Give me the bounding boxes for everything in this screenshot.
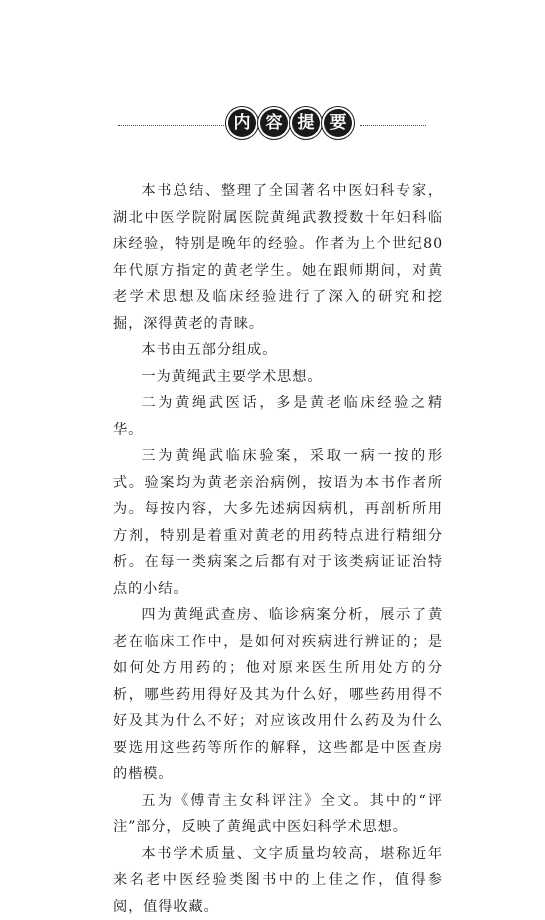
- title-char: 要: [324, 109, 352, 137]
- paragraph: 本书由五部分组成。: [113, 337, 443, 364]
- paragraph: 一为黄绳武主要学术思想。: [113, 364, 443, 391]
- paragraph: 五为《傅青主女科评注》全文。其中的“评注”部分，反映了黄绳武中医妇科学术思想。: [113, 788, 443, 841]
- section-header: [118, 103, 426, 147]
- title-char: 提: [292, 109, 320, 137]
- paragraph: 四为黄绳武查房、临诊病案分析，展示了黄老在临床工作中，是如何对疾病进行辨证的；是如何处方用药的；他对原来医生所用处方的分析，哪些药用得好及其为什么好，哪些药用得不好及其为什么不好；对应该改用什么药及为什么要选用这些药等所作的解释，这些都是中医查房的楷模。: [113, 602, 443, 788]
- paragraph: 三为黄绳武临床验案，采取一病一按的形式。验案均为黄老亲治病例，按语为本书作者所为。每按内容，大多先述病因病机，再剖析所用方剂，特别是着重对黄老的用药特点进行精细分析。在每一类病案之后都有对于该类病证证治特点的小结。: [113, 443, 443, 602]
- dotted-rule-left: [118, 125, 226, 126]
- summary-body: [113, 178, 443, 920]
- dotted-rule-right: [360, 125, 426, 126]
- paragraph: 本书总结、整理了全国著名中医妇科专家，湖北中医学院附属医院黄绳武教授数十年妇科临床经验，特别是晚年的经验。作者为上个世纪80年代原方指定的黄老学生。她在跟师期间，对黄老学术思想及临床经验进行了深入的研究和挖掘，深得黄老的青睐。: [113, 178, 443, 337]
- paragraph: 二为黄绳武医话，多是黄老临床经验之精华。: [113, 390, 443, 443]
- page-title: [228, 103, 352, 137]
- title-char: 内: [228, 109, 256, 137]
- title-char: 容: [260, 109, 288, 137]
- paragraph: 本书学术质量、文字质量均较高，堪称近年来名老中医经验类图书中的上佳之作，值得参阅，值得收藏。: [113, 841, 443, 920]
